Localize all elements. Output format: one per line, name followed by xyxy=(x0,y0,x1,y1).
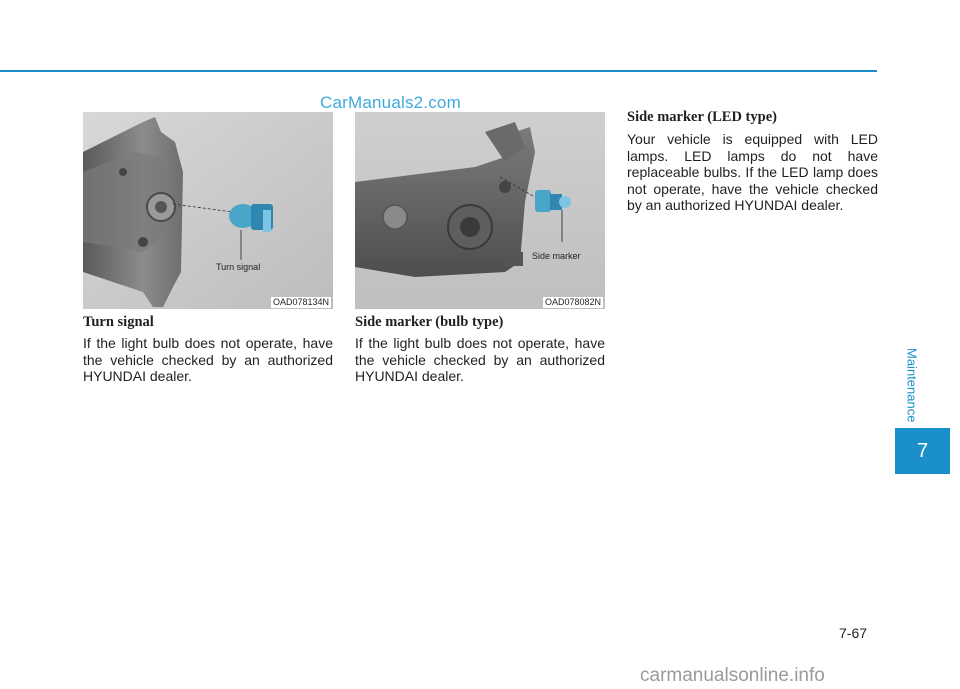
side-marker-callout: Side marker xyxy=(532,251,581,261)
section-heading: Side marker (LED type) xyxy=(627,109,777,125)
headlamp-rear-illustration xyxy=(83,112,333,309)
section-body: Your vehicle is equipped with LED lamps. LED lamps do not have replaceable bulbs. If the LED lamp does not operate, have the vehicle checked by an authorized HYUNDAI dealer. xyxy=(627,131,878,213)
page-number: 7-67 xyxy=(839,625,868,641)
chapter-tab-label: Maintenance xyxy=(904,347,920,423)
section-heading: Turn signal xyxy=(83,314,154,330)
side-marker-figure xyxy=(355,112,605,309)
section-body: If the light bulb does not operate, have the vehicle checked by an authorized HYUNDAI dealer. xyxy=(83,335,333,384)
section-body: If the light bulb does not operate, have the vehicle checked by an authorized HYUNDAI dealer. xyxy=(355,335,605,384)
turn-signal-callout: Turn signal xyxy=(216,262,261,272)
watermark-bottom[interactable]: carmanualsonline.info xyxy=(640,665,825,686)
chapter-number-tab: 7 xyxy=(895,428,950,474)
headlamp-side-illustration xyxy=(355,112,605,309)
header-rule xyxy=(0,70,877,72)
figure-code: OAD078134N xyxy=(272,297,329,307)
watermark-top[interactable]: CarManuals2.com xyxy=(320,93,461,112)
turn-signal-figure xyxy=(83,112,333,309)
section-heading: Side marker (bulb type) xyxy=(355,314,504,330)
figure-code: OAD078082N xyxy=(544,297,601,307)
